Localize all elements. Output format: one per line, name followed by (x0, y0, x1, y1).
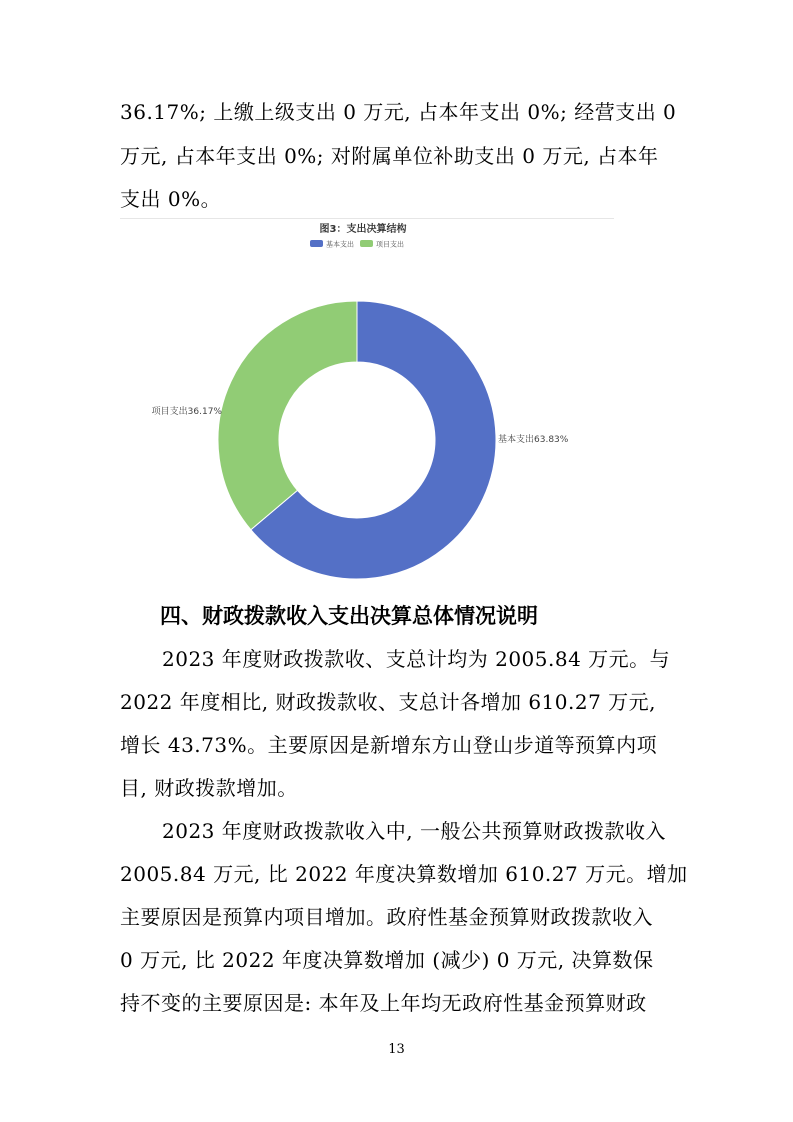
paragraph-line: 持不变的主要原因是: 本年及上年均无政府性基金预算财政 (120, 991, 647, 1015)
legend-label: 项目支出 (376, 240, 404, 249)
paragraph-line: 2023 年度财政拨款收、支总计均为 2005.84 万元。与 (162, 647, 671, 671)
paragraph-line: 增长 43.73%。主要原因是新增东方山登山步道等预算内项 (120, 733, 658, 757)
legend-swatch (310, 240, 323, 247)
chart-legend (310, 240, 404, 249)
expenditure-structure-chart (0, 218, 793, 598)
legend-label: 基本支出 (326, 240, 354, 249)
chart-data-labels (152, 405, 569, 445)
section-heading: 四、财政拨款收入支出决算总体情况说明 (160, 604, 538, 628)
paragraph-line: 主要原因是预算内项目增加。政府性基金预算财政拨款收入 (120, 905, 653, 929)
data-label: 基本支出63.83% (498, 435, 569, 445)
chart-title: 图3：支出决算结构 (319, 224, 407, 235)
page-number: 13 (388, 1042, 405, 1057)
donut-slice (218, 301, 357, 530)
legend-swatch (360, 240, 373, 247)
paragraph-line: 2005.84 万元, 比 2022 年度决算数增加 610.27 万元。增加 (120, 862, 688, 886)
paragraph-line: 目, 财政拨款增加。 (120, 776, 298, 800)
paragraph-line: 2022 年度相比, 财政拨款收、支总计各增加 610.27 万元, (120, 690, 657, 714)
paragraph-line: 2023 年度财政拨款收入中, 一般公共预算财政拨款收入 (162, 819, 666, 843)
paragraph-line: 万元, 占本年支出 0%; 对附属单位补助支出 0 万元, 占本年 (120, 144, 659, 168)
paragraph-line: 0 万元, 比 2022 年度决算数增加 (减少) 0 万元, 决算数保 (120, 948, 654, 972)
paragraph-line: 36.17%; 上缴上级支出 0 万元, 占本年支出 0%; 经营支出 0 (120, 100, 677, 124)
data-label: 项目支出36.17% (151, 407, 222, 417)
paragraph-line: 支出 0%。 (120, 187, 222, 211)
chart-slices (218, 301, 496, 579)
